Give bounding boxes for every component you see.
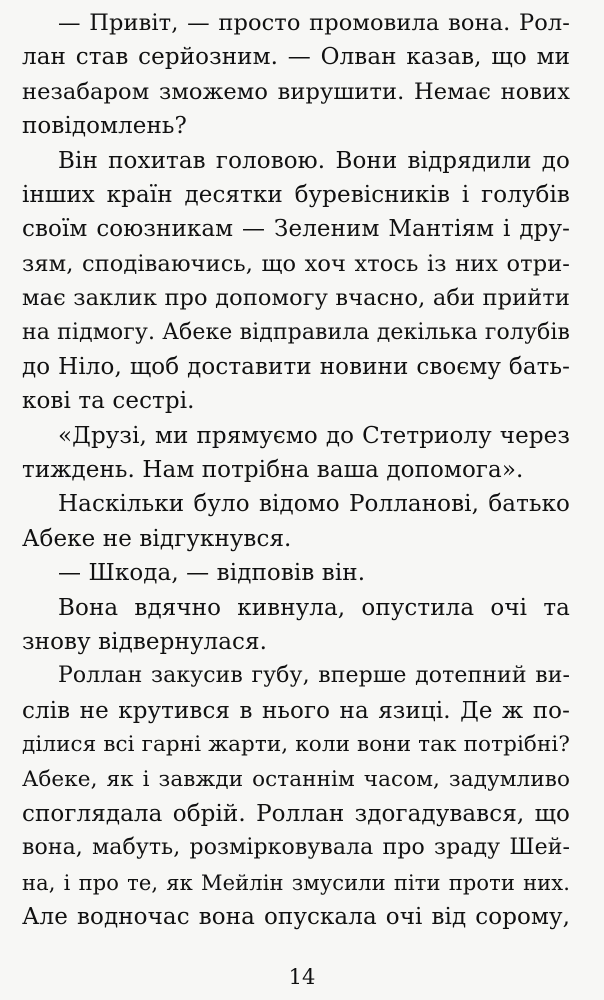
text-line: кові та сестрі. [22, 388, 195, 415]
text-line: Але водночас вона опускала очі від сорому, [22, 904, 570, 931]
text-line: слів не крутився в нього на язиці. Де ж по- [22, 697, 570, 724]
page-text [22, 6, 570, 936]
text-line: зям, сподіваючись, що хоч хтось із них отри- [22, 250, 570, 277]
text-line: на підмогу. Абеке відправила декілька голубів [22, 319, 570, 345]
text-line: вона, мабуть, розмірковувала про зраду Шей- [22, 835, 570, 861]
text-line: своїм союзникам — Зеленим Мантіям і дру- [22, 216, 570, 243]
text-line: тиждень. Нам потрібна ваша допомога». [22, 457, 524, 484]
text-line: — Шкода, — відповів він. [58, 560, 366, 587]
text-line: знову відвернулася. [22, 629, 268, 656]
text-line: до Ніло, щоб доставити новини своєму бать- [22, 353, 570, 380]
text-line: Роллан закусив губу, вперше дотепний ви- [58, 663, 570, 689]
text-line: — Привіт, — просто промовила вона. Рол- [58, 10, 570, 36]
text-line: споглядала обрій. Роллан здогадувався, що [22, 800, 570, 827]
text-line: незабаром зможемо вирушити. Немає нових [22, 78, 570, 105]
text-line: інших країн десятки буревісників і голубів [22, 181, 570, 208]
text-line: Наскільки було відомо Ролланові, батько [58, 491, 570, 518]
text-line: Абеке, як і завжди останнім часом, задумливо [22, 766, 570, 792]
text-line: «Друзі, ми прямуємо до Стетриолу через [58, 422, 570, 449]
text-line: лан став серйозним. — Олван казав, що ми [22, 44, 570, 71]
text-line: ділися всі гарні жарти, коли вони так потрібні? [22, 732, 570, 758]
text-line: повідомлень? [22, 113, 187, 140]
page-number: 14 [288, 965, 316, 989]
text-line: Він похитав головою. Вони відрядили до [58, 147, 570, 174]
text-line: на, і про те, як Мейлін змусили піти проти них. [22, 870, 570, 895]
text-line: має заклик про допомогу вчасно, аби прийти [22, 285, 570, 312]
text-line: Абеке не відгукнувся. [22, 525, 292, 552]
text-line: Вона вдячно кивнула, опустила очі та [58, 594, 570, 621]
